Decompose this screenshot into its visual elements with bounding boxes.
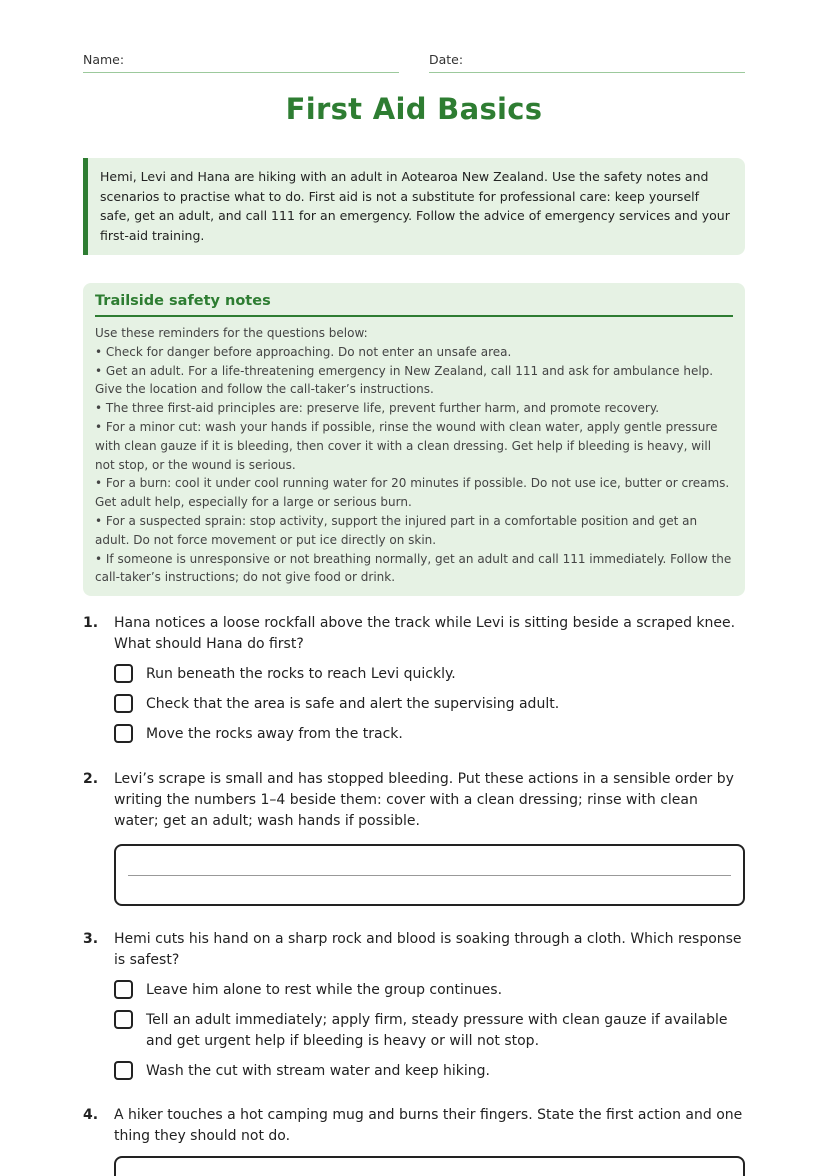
intro-box: Hemi, Levi and Hana are hiking with an adult in Aotearoa New Zealand. Use the safety notes and scenarios to practise what to do. First aid is not a substitute for professional care: keep yourself safe, get an adult, and call 111 for an emergency. Follow the advice of emergency services and your first-aid training. [83,158,745,255]
answer-box[interactable] [114,844,745,906]
safety-notes [83,283,745,596]
question-4 [83,1105,745,1176]
option-label: Leave him alone to rest while the group continues. [146,982,503,998]
safety-note: • For a burn: cool it under cool running water for 20 minutes if possible. Do not use ice, butter or creams. Get adult help, especially for a large or serious burn. [95,476,730,510]
checkbox[interactable] [114,664,133,683]
question-number: 1. [83,615,99,631]
answer-line [128,875,731,876]
checkbox[interactable] [114,980,133,999]
question-text: Hana notices a loose rockfall above the track while Levi is sitting beside a scraped knee. What should Hana do first? [114,615,736,652]
answer-option[interactable] [114,980,745,1001]
name-label: Name: [83,52,125,67]
question-number: 3. [83,931,99,947]
question-3 [83,929,745,1082]
question-number: 4. [83,1107,99,1123]
checkbox[interactable] [114,1061,133,1080]
date-field[interactable] [429,52,745,73]
answer-option[interactable] [114,724,745,745]
question-text: Levi’s scrape is small and has stopped bleeding. Put these actions in a sensible order by writing the numbers 1–4 beside them: cover with a clean dressing; rinse with clean water; get an adult; wash hands if possible. [114,771,734,829]
answer-option[interactable] [114,1061,745,1082]
safety-notes-lead: Use these reminders for the questions below: [95,326,368,340]
answer-box[interactable] [114,1156,745,1176]
answer-option[interactable] [114,694,745,715]
question-text: Hemi cuts his hand on a sharp rock and blood is soaking through a cloth. Which response is safest? [114,931,742,968]
checkbox[interactable] [114,694,133,713]
answer-option[interactable] [114,664,745,685]
safety-note: • Get an adult. For a life-threatening emergency in New Zealand, call 111 and ask for ambulance help. Give the location and follow the call-taker’s instructions. [95,363,714,397]
option-label: Wash the cut with stream water and keep hiking. [146,1063,491,1079]
safety-note: • For a suspected sprain: stop activity, support the injured part in a comfortable position and get an adult. Do not force movement or put ice directly on skin. [95,513,698,547]
page-title: First Aid Basics [285,92,543,126]
question-number: 2. [83,771,99,787]
safety-notes-heading: Trailside safety notes [95,293,733,317]
safety-note: • Check for danger before approaching. Do not enter an unsafe area. [95,344,512,359]
date-label: Date: [429,52,464,67]
question-1 [83,613,745,745]
option-label: Tell an adult immediately; apply firm, steady pressure with clean gauze if available and get urgent help if bleeding is heavy or will not stop. [146,1012,728,1049]
safety-note: • If someone is unresponsive or not breathing normally, get an adult and call 111 immediately. Follow the call-taker’s instructions; do not give food or drink. [95,551,732,585]
name-field[interactable] [83,52,399,73]
option-label: Move the rocks away from the track. [146,726,403,742]
checkbox[interactable] [114,724,133,743]
header-fields [83,52,745,73]
safety-note: • The three first-aid principles are: preserve life, prevent further harm, and promote recovery. [95,401,660,416]
answer-option[interactable] [114,1010,745,1052]
checkbox[interactable] [114,1010,133,1029]
question-text: A hiker touches a hot camping mug and burns their fingers. State the first action and one thing they should not do. [114,1107,743,1144]
option-label: Check that the area is safe and alert the supervising adult. [146,696,560,712]
safety-note: • For a minor cut: wash your hands if possible, rinse the wound with clean water, apply gentle pressure with clean gauze if it is bleeding, then cover it with a clean dressing. Get help if bleeding is heavy, will not stop, or the wound is serious. [95,419,718,472]
option-label: Run beneath the rocks to reach Levi quickly. [146,666,456,682]
question-2 [83,769,745,906]
